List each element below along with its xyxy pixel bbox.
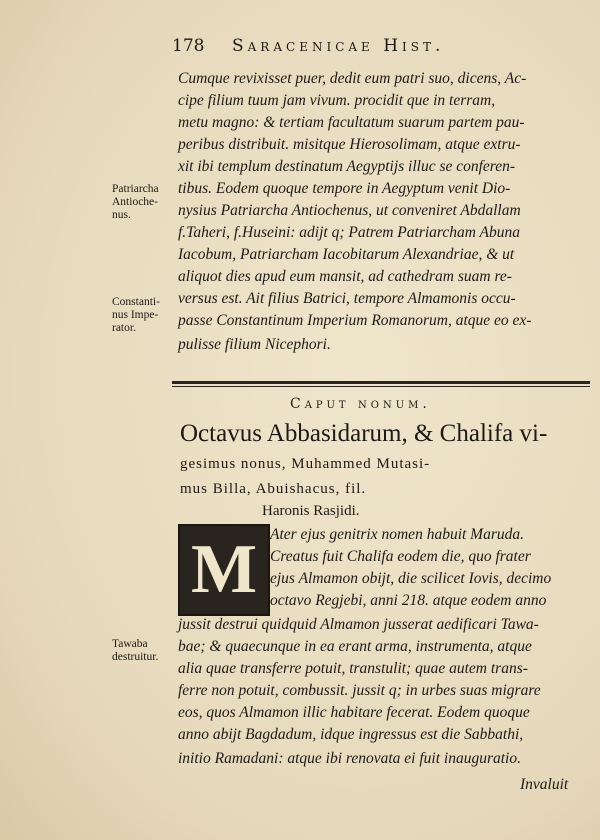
body-line: xit ibi templum destinatum Aegyptijs illuc se conferen- [178,158,516,175]
margin-note-tawaba [112,638,176,664]
margin-note-line: rator. [112,322,136,334]
page-header [172,36,552,60]
margin-note-line: Antioche- [112,196,158,208]
body-line: Creatus fuit Chalifa eodem die, quo frater [270,548,531,565]
chapter-separator-rule-thin [172,386,590,387]
body-line: pulisse filium Nicephori. [178,336,331,353]
body-line: Cumque revixisset puer, dedit eum patri suo, dicens, Ac- [178,70,527,87]
body-line: aliquot dies apud eum mansit, ad cathedram suam re- [178,268,512,285]
body-line: metu magno: & tertiam facultatum suarum partem pau- [178,114,525,131]
body-line: f.Taheri, f.Huseini: adijt q; Patrem Patriarcham Abuna [178,224,520,241]
body-line: jussit destrui quidquid Almamon jusserat aedificari Tawa- [178,616,539,633]
chapter-separator-rule [172,381,590,384]
catchword: Invaluit [520,776,569,793]
page-number: 178 [172,36,205,56]
body-line: ejus Almamon obijt, die scilicet Iovis, decimo [270,570,552,587]
margin-note-line: destruitur. [112,651,159,663]
body-line: anno abijt Bagdadum, idque ingressus est die Sabbathi, [178,726,524,743]
chapter-title: Caput nonum. [290,396,431,412]
body-line: versus est. Ait filius Batrici, tempore Almamonis occu- [178,290,516,307]
body-line: passe Constantinum Imperium Romanorum, atque eo ex- [178,312,532,329]
chapter-heading-line: gesimus nonus, Muhammed Mutasi- [180,456,431,472]
body-line: cipe filium tuum jam vivum. procidit que in terram, [178,92,496,109]
margin-note-patriarcha [112,183,176,222]
running-title: Saracenicae Hist. [232,36,445,56]
body-line: Iacobum, Patriarcham Iacobitarum Alexandriae, & ut [178,246,515,263]
body-line: bae; & quaecunque in ea erant arma, instrumenta, atque [178,638,532,655]
margin-note-line: nus Impe- [112,309,159,321]
body-line: octavo Regjebi, anni 218. atque eodem anno [270,592,547,609]
margin-note-constantinus [112,296,176,335]
body-line: eos, quos Almamon illic habitare fecerat. Eodem quoque [178,704,530,721]
margin-note-line: Tawaba [112,638,148,650]
margin-note-line: nus. [112,209,131,221]
margin-note-line: Patriarcha [112,183,159,195]
body-line: nysius Patriarcha Antiochenus, ut conveniret Abdallam [178,202,521,219]
margin-note-line: Constanti- [112,296,160,308]
body-line: Ater ejus genitrix nomen habuit Maruda. [270,526,524,543]
chapter-heading-line: mus Billa, Abuishacus, fil. [180,481,367,497]
chapter-heading-line: Octavus Abbasidarum, & Chalifa vi- [180,420,548,447]
body-line: peribus distribuit. misitque Hierosolimam, atque extru- [178,136,521,153]
body-line: ferre non potuit, combussit. jussit q; in urbes suas migrare [178,682,541,699]
drop-cap-letter: M [190,531,258,608]
chapter-heading-line: Haronis Rasjidi. [262,503,360,519]
body-line: alia quae transferre potuit, transtulit; quae autem trans- [178,660,528,677]
body-line: tibus. Eodem quoque tempore in Aegyptum venit Dio- [178,180,511,197]
drop-cap-initial [178,524,270,616]
body-line: initio Ramadani: atque ibi renovata ei fuit inauguratio. [178,750,521,767]
